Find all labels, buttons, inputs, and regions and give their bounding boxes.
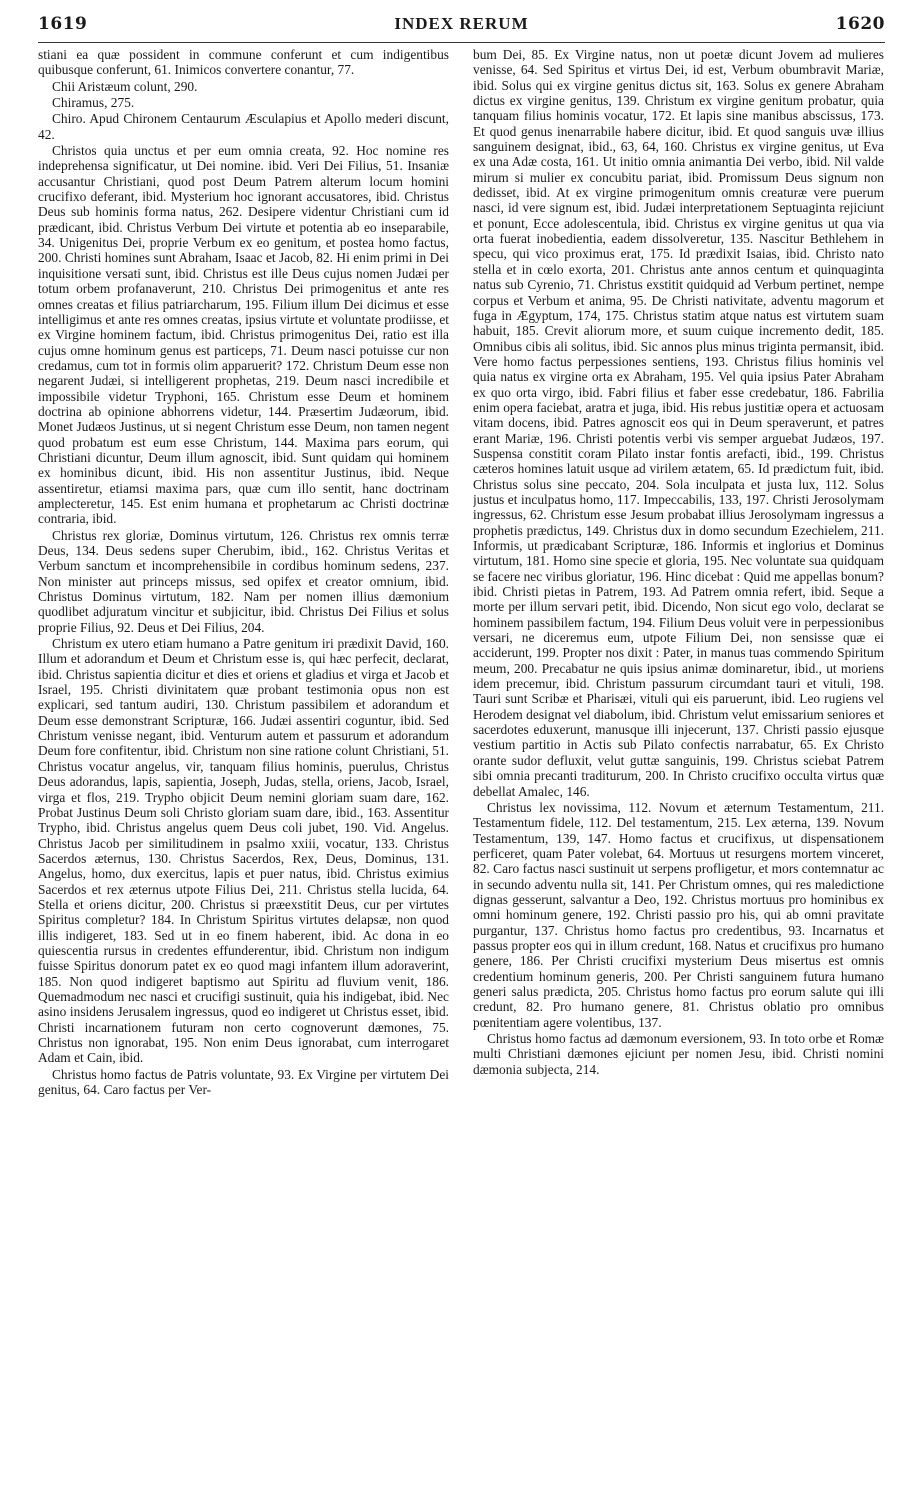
index-entry: stiani ea quæ possident in commune conferunt et cum indigentibus quibusque conferunt, 61. Inimicos convertere conantur, 77. — [38, 47, 449, 78]
index-entry: Chiramus, 275. — [52, 95, 135, 111]
page-number-left: 1619 — [38, 14, 88, 34]
index-entry: bum Dei, 85. Ex Virgine natus, non ut poetæ dicunt Jovem ad mulieres venisse, 64. Sed Spiritus et virtus Dei, id est, Verbum obumbravit Mariæ, ibid. Solus qui ex virgine genitus dictus sit, 163. Solus ex genere Abraham dictus ex virgine genitus, 139. Christum ex virgine genitum probatur, quia tanquam filius hominis vocatur, 172. Et lapis sine manibus abscissus, 173. Et quod genus inenarrabile habere dicitur, ibid. Et quod sanguis uvæ illius sanguinem designat, ibid., 63, 64, 160. Christus ex virgine genitus, ut Eva ex una Adæ costa, 161. Ut initio omnia animantia Dei verbo, ibid. Nil valde mirum si mulier ex concubitu pariat, ibid. Promissum Deus signum non dedisset, ibid. At ex virgine primogenitum omnis creaturæ vere puerum nasci, id vere signum est, ibid. Judæi interpretationem Septuaginta rejiciunt et ponunt, Ecce adolescentula, ibid. Christus ex virgine genitus ut qua via orta fuerat inobedientia, eadem dissolveretur, 135. Nascitur Bethlehem in specu, qui vico proximus erat, 175. Id prædixit Isaias, ibid. Christo nato stella et in cœlo exorta, 201. Christus ante annos centum et quinquaginta natus sub Cyrenio, 71. Christus exstitit quidquid ad Verbum pertinet, nempe corpus et Verbum et anima, 95. De Christi nativitate, adventu magorum et fuga in Ægyptum, 174, 175. Christus statim atque natus est virtutem suam habuit, 185. Crevit aliorum more, et suum cuique incremento dedit, 185. Omnibus cibis ali solitus, ibid. Sic annos plus minus triginta permansit, ibid. Vere homo factus perpessiones sentiens, 193. Christus filius hominis vel quia natus ex virgine orta ex Abraham, 195. Vel quia ipsius Pater Abraham ex quo orta virgo, ibid. Fabri filius et faber esse credebatur, 186. Fabrilia enim opera faciebat, aratra et juga, ibid. His rebus justitiæ opera et actuosam vitam docens, ibid. Patres agnoscit eos qui in Deum speraverunt, et patres erant Mariæ, 196. Christi potentis verbi vis semper arguebat Judæos, 197. Suspensa constitit coram Pilato instar fontis arefacti, ibid., 199. Christus cæteros homines latuit usque ad virilem ætatem, 65. Id prædictum fuit, ibid. Christus solus sine peccato, 204. Sola inculpata et justa lux, 112. Solus justus et inculpatus homo, 117. Impeccabilis, 133, 197. Christi Jerosolymam ingressus, 62. Christum esse Jesum probabat illius Jerosolymam ingressus a prophetis prædictus, 149. Christus dux in domo secundum Ezechielem, 211. Informis, ut prædicabant Scripturæ, 186. Informis et inglorius et Dominus virtutum, 181. Homo sine specie et gloria, 195. Nec voluntate sua quidquam se facere nec viribus gloriatur, 196. Hinc dicebat : Quid me appellas bonum? ibid. Christi pietas in Patrem, 193. Ad Patrem omnia refert, ibid. Seque a morte per illum servari petit, ibid. Dicendo, Non sicut ego volo, declarat se hominem passibilem factum, 194. Filium Deus voluit vere in perpessionibus versari, ne diceremus eum, utpote Filium Dei, non sensisse quæ ei acciderunt, 199. Propter nos dixit : Pater, in manus tuas commendo Spiritum meum, 200. Precabatur ne quis ipsius animæ dominaretur, ibid., ut moriens idem precemur, ibid. Christum passurum circumdant tauri et vituli, 198. Tauri sunt Scribæ et Pharisæi, vituli qui eis paruerunt, ibid. Leo rugiens vel Herodem designat vel diabolum, ibid. Christum velut emissarium seniores et sacerdotes eduxerunt, manusque illi injecerunt, 137. Christi passio ejusque vestium partitio in Actis sub Pilato confectis narrabatur, 65. Ex Christo orante sudor defluxit, velut guttæ sanguinis, 199. Christus sciebat Patrem sibi omnia precanti traditurum, 200. In Christo crucifixo occulta virtus quæ debellat Amalec, 146. — [473, 47, 884, 799]
index-entry: Christum ex utero etiam humano a Patre genitum iri prædixit David, 160. Illum et adorandum et Deum et Christum esse is, qui hæc perfecit, declarat, ibid. Christus sapientia dicitur et dies et oriens et gladius et virga et Jacob et Israel, 195. Christi divinitatem quæ probant testimonia opus non est explicari, sed tantum audiri, 130. Christum passibilem et adorandum et Deum esse demonstrant Scripturæ, 166. Judæi assentiri coguntur, ibid. Sed Christum venisse negant, ibid. Venturum autem et passurum et adorandum Deum fore confitentur, ibid. Christum non sine ratione colunt Christiani, 51. Christus vocatur angelus, vir, tanquam filius hominis, puerulus, Christus Deus adorandus, lapis, sapientia, Joseph, Judas, stella, oriens, Jacob, Israel, virga et flos, 219. Trypho objicit Deum nemini gloriam suam dare, 162. Probat Justinus Deum soli Christo gloriam suam dare, ibid., 163. Assentitur Trypho, ibid. Christus angelus quem Deus coli jubet, 190. Vid. Angelus. Christus Jacob per similitudinem in psalmo xxiii, vocatur, 133. Christus Sacerdos æternus, 130. Christus Sacerdos, Rex, Deus, Dominus, 131. Angelus, homo, dux exercitus, lapis et puer natus, ibid. Christus eximius Sacerdos et rex æternus utpote Filius Dei, 211. Christus stella lucida, 64. Stella et oriens dicitur, 200. Christus si præexstitit Deus, cur per virtutes Spiritus completur? 184. In Christum Spiritus virtutes delapsæ, non quod illis indigeret, 183. Sed ut in eo finem haberent, ibid. Ac dona in eo quiescentia rursus in credentes effunderentur, ibid. Christum non indigum fuisse Spiritus donorum patet ex eo quod magi infantem illum adoraverint, 185. Non quod indigeret baptismo aut Spiritu ad fluvium venit, 186. Quemadmodum nec nasci et crucifigi sustinuit, quia his indigebat, ibid. Nec asino insidens Jerusalem ingressus, quod eo indigeret ut Christus esset, ibid. Christi incarnationem futuram non certo cognoverunt dæmones, 75. Christus non ignorabat, 195. Non enim Deus ignorabat, cum interrogaret Adam et Cain, ibid. — [38, 636, 449, 1066]
index-entry: Christos quia unctus et per eum omnia creata, 92. Hoc nomine res indeprehensa significatur, ut Dei nomine. ibid. Veri Dei Filius, 51. Insaniæ accusantur Christiani, quod post Deum Patrem alterum locum homini crucifixo deferant, ibid. Mysterium hoc ignorant accusatores, ibid. Christus Deus sub hominis forma natus, 262. Desipere videntur Christiani cum id prædicant, ibid. Christus Verbum Dei virtute et potentia ab eo inseparabile, 34. Unigenitus Dei, proprie Verbum ex eo genitum, et postea homo factus, 200. Christi homines sunt Abraham, Isaac et Jacob, 82. Hi enim primi in Dei inquisitione versati sunt, ibid. Christus est ille Deus cujus nomen Judæi per totum orbem profanaverunt, 210. Christus Dei primogenitus et ante res omnes creatas et filius patriarcharum, 195. Filium illum Dei dicimus et esse intelligimus et ante res omnes creatas, ipsius virtute et voluntate prodiisse, et ex Virgine hominem factum, ibid. Christus primogenitus Dei, ratio est illa cujus omne hominum genus est particeps, 71. Deum nasci potuisse cur non credamus, cum tot in formis olim apparuerit? 172. Christum Deum esse non negarent Judæi, si intelligerent prophetas, 219. Deum nasci incredibile et impossibile videtur Tryphoni, 165. Christum esse Deum et hominem doctrina ab opinione abhorrens videtur, 144. Præsertim Judæorum, ibid. Monet Judæos Justinus, ut si negent Christum esse Deum, non tamen negent quod probatum est eum esse Christum, 144. Maxima pars eorum, qui Christiani dicuntur, Deum illum agnoscit, ibid. Sunt quidam qui hominem ex hominibus dicunt, ibid. His non assentitur Justinus, ibid. Neque assentiretur, etiamsi maxima pars, quæ cum illo sentit, hanc doctrinam amplecteretur, 145. Est enim humana et prophetarum ac Christi doctrinæ contraria, ibid. — [38, 143, 449, 527]
text-columns — [38, 47, 885, 1497]
index-entry: Christus homo factus de Patris voluntate, 93. Ex Virgine per virtutem Dei genitus, 64. Caro factus per Ver- — [38, 1066, 449, 1098]
index-entry: Christus rex gloriæ, Dominus virtutum, 126. Christus rex omnis terræ Deus, 134. Deus sedens super Cherubim, ibid., 162. Christus Veritas et Verbum sanctum et incomprehensibile in cordibus hominum sedens, 237. Non minister aut princeps missus, sed opifex et creator omnium, ibid. Christus Dominus virtutum, 182. Nam per nomen illius dæmonium quodlibet adjuratum vincitur et subjicitur, ibid. Christus Dei Filius et solus proprie Filius, 92. Deus et Dei Filius, 204. — [38, 527, 449, 635]
header-rule — [38, 42, 885, 43]
running-title: INDEX RERUM — [394, 14, 529, 33]
index-entry: Chii Aristæum colunt, 290. — [52, 78, 198, 94]
index-entry: Chiro. Apud Chironem Centaurum Æsculapius et Apollo mederi discunt, 42. — [38, 111, 449, 142]
left-column — [38, 47, 449, 1497]
page-number-right: 1620 — [835, 14, 885, 34]
page-header — [38, 14, 885, 36]
index-entry: Christus homo factus ad dæmonum eversionem, 93. In toto orbe et Romæ multi Christiani dæmones ejiciunt per nomen Jesu, ibid. Christi nomini dæmonia subjecta, 214. — [473, 1031, 884, 1077]
right-column — [473, 47, 884, 1497]
index-entry: Christus lex novissima, 112. Novum et æternum Testamentum, 211. Testamentum fidele, 112. Del testamentum, 215. Lex æterna, 139. Novum Testamentum, 139, 147. Homo factus et crucifixus, ut dispensationem perficeret, quam Pater volebat, 64. Mortuus ut resurgens mortem vinceret, 82. Caro factus nasci sustinuit ut serpens profligetur, et mors contemnatur ac in secundo adventu nulla sit, 141. Per Christum omnes, qui res maledictione dignas gesserunt, salvantur a Deo, 192. Christus mortuus pro hominibus ex omni hominum genere, 192. Christi passio pro his, qui ab omni pravitate purgantur, 137. Christus homo factus pro credentibus, 93. Incarnatus et passus propter eos qui in illum credunt, 168. Natus et crucifixus pro humano genere, 186. Per Christi crucifixi mysterium Deus misertus est omnis credentium hominum generis, 200. Per Christi sanguinem futura humano generi salus prædicta, 205. Christus homo factus pro eorum salute qui illi credunt, 82. Pro humano genere, 81. Christus oblatio pro omnibus pœnitentiam agere volentibus, 137. — [473, 799, 884, 1030]
